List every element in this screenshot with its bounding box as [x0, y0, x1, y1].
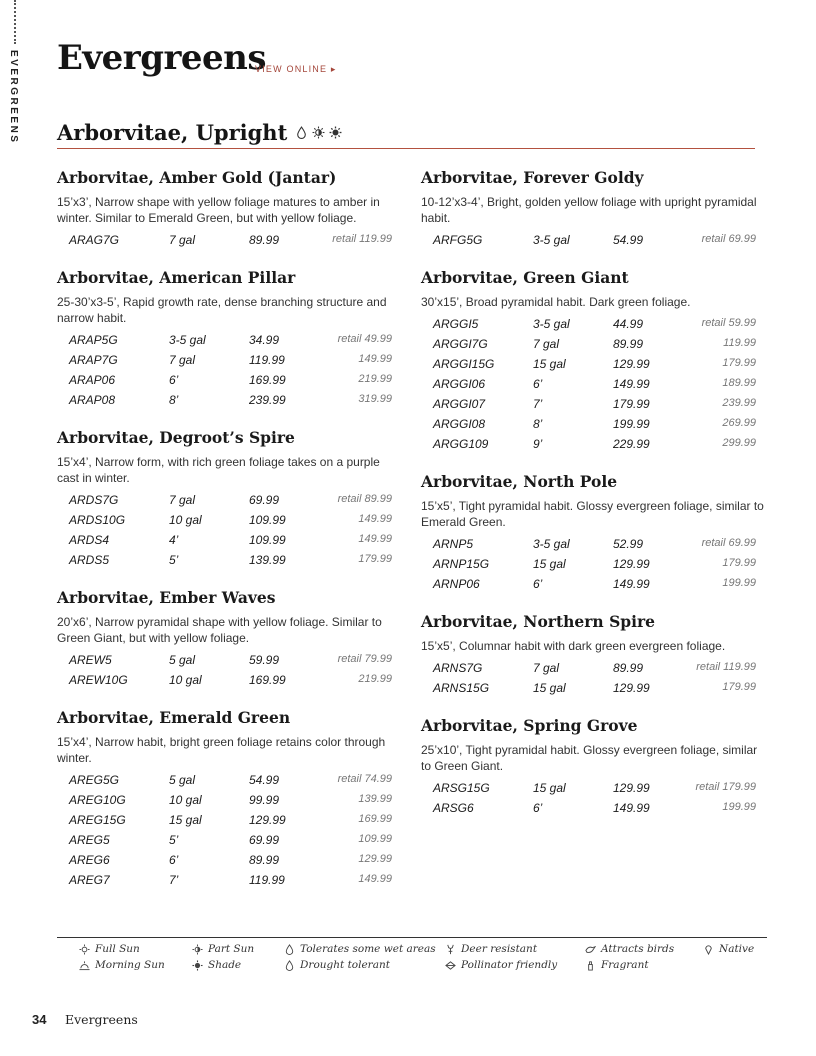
sku-code: AREG5 — [69, 833, 110, 847]
sku-code: AREG15G — [69, 813, 126, 827]
wholesale-price: 239.99 — [249, 393, 286, 407]
container-size: 7 gal — [169, 353, 196, 367]
container-size: 6’ — [533, 377, 543, 391]
plant-description: 25-30’x3-5’, Rapid growth rate, dense branching structure and narrow habit. — [57, 295, 387, 325]
wholesale-price: 109.99 — [249, 533, 286, 547]
legend-item — [192, 959, 241, 971]
drought-tolerant-icon — [284, 960, 295, 971]
section-title: Arborvitae, Upright — [57, 120, 288, 145]
retail-price: 149.99 — [358, 533, 392, 545]
plant-description: 10-12’x3-4’, Bright, golden yellow foliage with upright pyramidal habit. — [421, 195, 757, 225]
pollinator-friendly-icon — [445, 960, 456, 971]
container-size: 8’ — [169, 393, 179, 407]
retail-price: 169.99 — [358, 813, 392, 825]
wholesale-price: 109.99 — [249, 513, 286, 527]
wholesale-price: 169.99 — [249, 373, 286, 387]
legend-label: Attracts birds — [601, 943, 675, 955]
container-size: 3-5 gal — [169, 333, 206, 347]
sku-code: ARDS10G — [69, 513, 126, 527]
sku-code: AREG10G — [69, 793, 126, 807]
sku-code: ARAP08 — [69, 393, 116, 407]
price-row — [57, 851, 402, 871]
price-row — [421, 335, 766, 355]
wholesale-price: 169.99 — [249, 673, 286, 687]
wholesale-price: 139.99 — [249, 553, 286, 567]
legend-label: Morning Sun — [95, 959, 165, 971]
plant-entry — [421, 716, 766, 819]
price-row — [421, 535, 766, 555]
container-size: 15 gal — [169, 813, 202, 827]
sku-code: ARNP15G — [433, 557, 490, 571]
wholesale-price: 54.99 — [249, 773, 280, 787]
container-size: 8’ — [533, 417, 543, 431]
container-size: 5’ — [169, 833, 179, 847]
plant-name: Arborvitae, Ember Waves — [57, 588, 276, 607]
side-tab-dots — [14, 0, 16, 44]
container-size: 10 gal — [169, 793, 202, 807]
retail-price: 149.99 — [358, 873, 392, 885]
legend-item — [79, 959, 165, 971]
wholesale-price: 179.99 — [613, 397, 650, 411]
part-sun-icon — [312, 126, 325, 139]
sku-code: ARGGI07 — [433, 397, 486, 411]
section-icons — [295, 126, 342, 139]
retail-price: retail 179.99 — [695, 781, 756, 793]
price-row — [57, 551, 402, 571]
wholesale-price: 44.99 — [613, 317, 644, 331]
retail-price: 319.99 — [358, 393, 392, 405]
sku-code: ARNP5 — [433, 537, 474, 551]
view-online-link[interactable]: VIEW ONLINE ▸ — [255, 64, 337, 74]
retail-price: 119.99 — [723, 337, 756, 349]
price-row — [421, 375, 766, 395]
wet-areas-icon — [284, 944, 295, 955]
price-row — [421, 435, 766, 455]
price-row — [421, 555, 766, 575]
price-row — [421, 395, 766, 415]
price-row — [57, 791, 402, 811]
legend-label: Deer resistant — [461, 943, 538, 955]
wholesale-price: 129.99 — [613, 781, 650, 795]
sku-code: AREG5G — [69, 773, 120, 787]
sku-code: ARAP7G — [69, 353, 118, 367]
container-size: 10 gal — [169, 513, 202, 527]
wholesale-price: 69.99 — [249, 833, 280, 847]
legend-label: Drought tolerant — [300, 959, 390, 971]
retail-price: retail 74.99 — [337, 773, 392, 785]
wholesale-price: 129.99 — [249, 813, 286, 827]
container-size: 3-5 gal — [533, 233, 570, 247]
sku-code: ARSG6 — [433, 801, 474, 815]
price-row — [57, 651, 402, 671]
wholesale-price: 34.99 — [249, 333, 280, 347]
drought-tolerant-icon — [295, 126, 308, 139]
retail-price: retail 119.99 — [696, 661, 756, 673]
wholesale-price: 119.99 — [249, 353, 285, 367]
container-size: 7 gal — [169, 493, 196, 507]
wholesale-price: 149.99 — [613, 577, 650, 591]
plant-entry — [57, 268, 402, 411]
plant-description: 15’x4’, Narrow habit, bright green foliage retains color through winter. — [57, 735, 386, 765]
legend-item — [585, 943, 674, 955]
legend-label: Tolerates some wet areas — [300, 943, 436, 955]
plant-name: Arborvitae, Degroot’s Spire — [57, 428, 295, 447]
plant-entry — [421, 612, 766, 699]
plant-name: Arborvitae, Forever Goldy — [421, 168, 644, 187]
plant-entry — [421, 168, 766, 251]
native-icon — [703, 944, 714, 955]
container-size: 6’ — [169, 853, 179, 867]
retail-price: 179.99 — [722, 557, 756, 569]
wholesale-price: 229.99 — [613, 437, 650, 451]
wholesale-price: 59.99 — [249, 653, 280, 667]
price-row — [57, 511, 402, 531]
fragrant-icon — [585, 960, 596, 971]
sku-code: ARNP06 — [433, 577, 480, 591]
shade-icon — [192, 960, 203, 971]
plant-description: 15’x3’, Narrow shape with yellow foliage matures to amber in winter. Similar to Emerald Green, but with yellow foliage. — [57, 195, 380, 225]
retail-price: retail 69.99 — [701, 537, 756, 549]
container-size: 5 gal — [169, 653, 196, 667]
price-row — [57, 231, 402, 251]
plant-description: 15’x5’, Tight pyramidal habit. Glossy evergreen foliage, similar to Emerald Green. — [421, 499, 764, 529]
price-row — [421, 231, 766, 251]
container-size: 3-5 gal — [533, 317, 570, 331]
retail-price: 179.99 — [358, 553, 392, 565]
wholesale-price: 129.99 — [613, 681, 650, 695]
plant-name: Arborvitae, Emerald Green — [57, 708, 291, 727]
wholesale-price: 69.99 — [249, 493, 280, 507]
retail-price: retail 79.99 — [337, 653, 392, 665]
legend-item — [284, 959, 390, 971]
retail-price: 299.99 — [722, 437, 756, 449]
sku-code: ARGG109 — [433, 437, 489, 451]
part-sun-icon — [192, 944, 203, 955]
retail-price: 219.99 — [358, 373, 392, 385]
wholesale-price: 54.99 — [613, 233, 644, 247]
plant-name: Arborvitae, Amber Gold (Jantar) — [57, 168, 337, 187]
plant-description: 25’x10’, Tight pyramidal habit. Glossy evergreen foliage, similar to Green Giant. — [421, 743, 758, 773]
container-size: 7’ — [533, 397, 543, 411]
container-size: 6’ — [169, 373, 179, 387]
wholesale-price: 52.99 — [613, 537, 644, 551]
price-row — [421, 659, 766, 679]
plant-name: Arborvitae, Northern Spire — [421, 612, 656, 631]
sku-code: AREW5 — [69, 653, 112, 667]
sku-code: ARSG15G — [433, 781, 490, 795]
retail-price: retail 69.99 — [701, 233, 756, 245]
sku-code: ARGGI06 — [433, 377, 486, 391]
plant-name: Arborvitae, American Pillar — [57, 268, 296, 287]
price-row — [421, 575, 766, 595]
price-row — [421, 679, 766, 699]
sku-code: ARGGI08 — [433, 417, 486, 431]
legend-item — [445, 943, 537, 955]
wholesale-price: 129.99 — [613, 557, 650, 571]
plant-description: 20’x6’, Narrow pyramidal shape with yellow foliage. Similar to Green Giant, but with yellow foliage. — [57, 615, 382, 645]
container-size: 5’ — [169, 553, 179, 567]
price-row — [57, 671, 402, 691]
plant-entry — [57, 428, 402, 571]
sku-code: ARGGI7G — [433, 337, 488, 351]
wholesale-price: 89.99 — [249, 853, 280, 867]
retail-price: 189.99 — [722, 377, 756, 389]
price-row — [421, 415, 766, 435]
container-size: 15 gal — [533, 781, 566, 795]
retail-price: 219.99 — [358, 673, 392, 685]
retail-price: 139.99 — [358, 793, 392, 805]
plant-entry — [421, 472, 766, 595]
retail-price: 179.99 — [722, 681, 756, 693]
price-row — [57, 531, 402, 551]
legend-label: Shade — [208, 959, 242, 971]
retail-price: retail 59.99 — [701, 317, 756, 329]
wholesale-price: 149.99 — [613, 377, 650, 391]
retail-price: 269.99 — [722, 417, 756, 429]
wholesale-price: 149.99 — [613, 801, 650, 815]
container-size: 6’ — [533, 577, 543, 591]
side-tab-label: EVERGREENS — [8, 50, 19, 145]
price-row — [57, 371, 402, 391]
price-row — [57, 491, 402, 511]
price-row — [421, 355, 766, 375]
price-row — [57, 771, 402, 791]
wholesale-price: 199.99 — [613, 417, 650, 431]
plant-description: 30’x15’, Broad pyramidal habit. Dark green foliage. — [421, 295, 691, 309]
attracts-birds-icon — [585, 944, 596, 955]
legend-label: Full Sun — [95, 943, 140, 955]
container-size: 6’ — [533, 801, 543, 815]
wholesale-price: 89.99 — [613, 661, 644, 675]
retail-price: 109.99 — [358, 833, 392, 845]
plant-entry — [57, 588, 402, 691]
legend-label: Native — [719, 943, 755, 955]
sku-code: ARDS4 — [69, 533, 110, 547]
shade-icon — [329, 126, 342, 139]
retail-price: 129.99 — [358, 853, 392, 865]
sku-code: ARGGI15G — [433, 357, 495, 371]
container-size: 7 gal — [169, 233, 196, 247]
retail-price: 199.99 — [722, 577, 756, 589]
page-number: 34 — [32, 1012, 47, 1027]
container-size: 4’ — [169, 533, 179, 547]
wholesale-price: 89.99 — [613, 337, 644, 351]
retail-price: retail 49.99 — [337, 333, 392, 345]
legend-label: Part Sun — [208, 943, 255, 955]
plant-name: Arborvitae, North Pole — [421, 472, 618, 491]
container-size: 15 gal — [533, 681, 566, 695]
legend-label: Pollinator friendly — [461, 959, 558, 971]
plant-entry — [57, 168, 402, 251]
icon-legend — [57, 937, 767, 982]
price-row — [57, 331, 402, 351]
plant-name: Arborvitae, Green Giant — [421, 268, 629, 287]
container-size: 15 gal — [533, 557, 566, 571]
price-row — [421, 799, 766, 819]
deer-resistant-icon — [445, 944, 456, 955]
legend-item — [445, 959, 557, 971]
retail-price: 239.99 — [722, 397, 756, 409]
retail-price: 149.99 — [358, 513, 392, 525]
plant-entry — [57, 708, 402, 891]
wholesale-price: 99.99 — [249, 793, 280, 807]
retail-price: retail 119.99 — [332, 233, 392, 245]
sku-code: ARDS5 — [69, 553, 110, 567]
wholesale-price: 129.99 — [613, 357, 650, 371]
container-size: 7 gal — [533, 337, 560, 351]
legend-label: Fragrant — [601, 959, 649, 971]
retail-price: 199.99 — [722, 801, 756, 813]
footer-section-label: Evergreens — [65, 1012, 138, 1027]
container-size: 3-5 gal — [533, 537, 570, 551]
price-row — [57, 351, 402, 371]
left-column — [57, 168, 402, 908]
price-row — [57, 391, 402, 411]
section-header — [57, 118, 755, 149]
sku-code: ARNS15G — [433, 681, 490, 695]
sku-code: ARDS7G — [69, 493, 119, 507]
price-row — [57, 871, 402, 891]
legend-item — [585, 959, 649, 971]
price-row — [57, 811, 402, 831]
sku-code: ARAP5G — [69, 333, 118, 347]
price-row — [57, 831, 402, 851]
right-column — [421, 168, 766, 836]
sku-code: AREG6 — [69, 853, 110, 867]
plant-description: 15’x5’, Columnar habit with dark green evergreen foliage. — [421, 639, 726, 653]
sku-code: AREW10G — [69, 673, 128, 687]
plant-description: 15’x4’, Narrow form, with rich green foliage takes on a purple cast in winter. — [57, 455, 380, 485]
page-title: Evergreens — [57, 38, 267, 78]
container-size: 15 gal — [533, 357, 566, 371]
legend-item — [192, 943, 254, 955]
sku-code: ARFG5G — [433, 233, 483, 247]
wholesale-price: 119.99 — [249, 873, 285, 887]
legend-item — [703, 943, 754, 955]
legend-item — [284, 943, 436, 955]
sku-code: ARAP06 — [69, 373, 116, 387]
morning-sun-icon — [79, 960, 90, 971]
legend-item — [79, 943, 140, 955]
sku-code: ARAG7G — [69, 233, 120, 247]
container-size: 7’ — [169, 873, 179, 887]
side-tab — [4, 0, 26, 145]
price-row — [421, 779, 766, 799]
plant-entry — [421, 268, 766, 455]
retail-price: 149.99 — [358, 353, 392, 365]
container-size: 5 gal — [169, 773, 196, 787]
container-size: 9’ — [533, 437, 543, 451]
full-sun-icon — [79, 944, 90, 955]
container-size: 7 gal — [533, 661, 560, 675]
retail-price: retail 89.99 — [337, 493, 392, 505]
sku-code: ARNS7G — [433, 661, 483, 675]
price-row — [421, 315, 766, 335]
sku-code: AREG7 — [69, 873, 110, 887]
retail-price: 179.99 — [722, 357, 756, 369]
plant-name: Arborvitae, Spring Grove — [421, 716, 638, 735]
sku-code: ARGGI5 — [433, 317, 479, 331]
wholesale-price: 89.99 — [249, 233, 280, 247]
container-size: 10 gal — [169, 673, 202, 687]
